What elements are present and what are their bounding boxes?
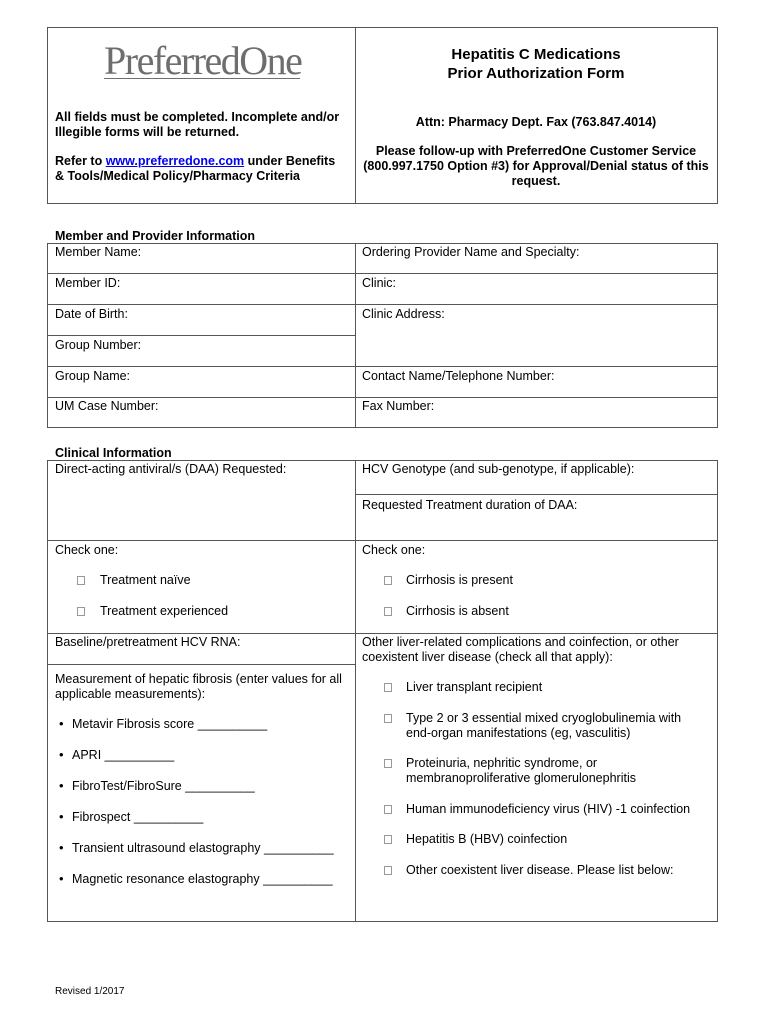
- row-line: [47, 397, 718, 398]
- dob-field[interactable]: Date of Birth:: [55, 307, 128, 321]
- row-line: [47, 304, 718, 305]
- treatment-experienced-checkbox[interactable]: [77, 607, 85, 616]
- clinic-field[interactable]: Clinic:: [362, 276, 397, 290]
- cirrhosis-present-checkbox[interactable]: [384, 576, 392, 585]
- bullet-icon: •: [59, 716, 64, 731]
- attn-fax: Attn: Pharmacy Dept. Fax (763.847.4014): [415, 115, 657, 129]
- bullet-icon: •: [59, 840, 64, 855]
- preferredone-link[interactable]: www.preferredone.com: [105, 154, 245, 168]
- member-table-divider: [355, 243, 356, 428]
- followup-line1: Please follow-up with PreferredOne Customer Service: [375, 144, 697, 158]
- cryoglobulinemia-label-line1: Type 2 or 3 essential mixed cryoglobulinemia with: [406, 711, 682, 725]
- other-liver-line2: coexistent liver disease (check all that apply):: [362, 650, 613, 664]
- hbv-checkbox[interactable]: [384, 835, 392, 844]
- cirrhosis-present-label: Cirrhosis is present: [406, 573, 513, 587]
- treatment-naive-checkbox[interactable]: [77, 576, 85, 585]
- fibrotest-field[interactable]: FibroTest/FibroSure __________: [72, 779, 255, 793]
- genotype-field[interactable]: HCV Genotype (and sub-genotype, if applicable):: [362, 462, 635, 476]
- logo-underline: [104, 78, 300, 79]
- hbv-label: Hepatitis B (HBV) coinfection: [406, 832, 568, 846]
- cryoglobulinemia-label-line2: end-organ manifestations (eg, vasculitis): [406, 726, 631, 740]
- row-line: [47, 664, 355, 665]
- followup-line2: (800.997.1750 Option #3) for Approval/Denial status of this: [363, 159, 709, 173]
- fax-number-field[interactable]: Fax Number:: [362, 399, 435, 413]
- cirrhosis-absent-label: Cirrhosis is absent: [406, 604, 509, 618]
- fibrosis-line1: Measurement of hepatic fibrosis (enter values for all: [55, 672, 342, 686]
- bullet-icon: •: [59, 871, 64, 886]
- row-line: [47, 366, 718, 367]
- baseline-hcv-rna-field[interactable]: Baseline/pretreatment HCV RNA:: [55, 635, 241, 649]
- row-line: [47, 633, 718, 634]
- apri-field[interactable]: APRI __________: [72, 748, 175, 762]
- duration-field[interactable]: Requested Treatment duration of DAA:: [362, 498, 578, 512]
- um-case-field[interactable]: UM Case Number:: [55, 399, 159, 413]
- proteinuria-label-line2: membranoproliferative glomerulonephritis: [406, 771, 636, 785]
- proteinuria-checkbox[interactable]: [384, 759, 392, 768]
- form-title-line1: Hepatitis C Medications: [451, 46, 621, 63]
- fibrospect-field[interactable]: Fibrospect __________: [72, 810, 204, 824]
- group-number-field[interactable]: Group Number:: [55, 338, 142, 352]
- check-one-right: Check one:: [362, 543, 426, 557]
- other-liver-line1: Other liver-related complications and coinfection, or other: [362, 635, 679, 649]
- check-one-left: Check one:: [55, 543, 119, 557]
- clinical-table-divider: [355, 460, 356, 922]
- row-line: [355, 494, 718, 495]
- proteinuria-label-line1: Proteinuria, nephritic syndrome, or: [406, 756, 598, 770]
- other-coexistent-label: Other coexistent liver disease. Please list below:: [406, 863, 674, 877]
- header-divider: [355, 27, 356, 204]
- ordering-provider-field[interactable]: Ordering Provider Name and Specialty:: [362, 245, 580, 259]
- revised-date: Revised 1/2017: [55, 986, 125, 997]
- row-line: [47, 540, 718, 541]
- refer-line1: [55, 154, 335, 169]
- followup-line3: request.: [511, 174, 561, 188]
- row-line: [47, 335, 355, 336]
- treatment-naive-label: Treatment naïve: [100, 573, 191, 587]
- bullet-icon: •: [59, 778, 64, 793]
- hiv-label: Human immunodeficiency virus (HIV) -1 coinfection: [406, 802, 691, 816]
- cryoglobulinemia-checkbox[interactable]: [384, 714, 392, 723]
- completion-notice-line2: Illegible forms will be returned.: [55, 125, 240, 139]
- bullet-icon: •: [59, 809, 64, 824]
- cirrhosis-absent-checkbox[interactable]: [384, 607, 392, 616]
- liver-transplant-checkbox[interactable]: [384, 683, 392, 692]
- clinic-address-field[interactable]: Clinic Address:: [362, 307, 445, 321]
- fibrosis-line2: applicable measurements):: [55, 687, 206, 701]
- daa-requested-field[interactable]: Direct-acting antiviral/s (DAA) Requested:: [55, 462, 287, 476]
- group-name-field[interactable]: Group Name:: [55, 369, 131, 383]
- refer-suffix: under Benefits: [244, 154, 336, 168]
- other-coexistent-checkbox[interactable]: [384, 866, 392, 875]
- refer-line2: & Tools/Medical Policy/Pharmacy Criteria: [55, 169, 300, 183]
- member-id-field[interactable]: Member ID:: [55, 276, 121, 290]
- member-name-field[interactable]: Member Name:: [55, 245, 142, 259]
- contact-field[interactable]: Contact Name/Telephone Number:: [362, 369, 555, 383]
- member-section-heading: Member and Provider Information: [55, 229, 256, 243]
- preferredone-logo: PreferredOne: [104, 38, 302, 83]
- bullet-icon: •: [59, 747, 64, 762]
- form-title-line2: Prior Authorization Form: [447, 65, 625, 82]
- liver-transplant-label: Liver transplant recipient: [406, 680, 543, 694]
- row-line: [47, 273, 718, 274]
- completion-notice-line1: All fields must be completed. Incomplete and/or: [55, 110, 340, 124]
- clinical-section-heading: Clinical Information: [55, 446, 172, 460]
- transient-elastography-field[interactable]: Transient ultrasound elastography __________: [72, 841, 334, 855]
- treatment-experienced-label: Treatment experienced: [100, 604, 229, 618]
- metavir-field[interactable]: Metavir Fibrosis score __________: [72, 717, 268, 731]
- refer-prefix: Refer to: [55, 154, 106, 168]
- hiv-checkbox[interactable]: [384, 805, 392, 814]
- mr-elastography-field[interactable]: Magnetic resonance elastography __________: [72, 872, 333, 886]
